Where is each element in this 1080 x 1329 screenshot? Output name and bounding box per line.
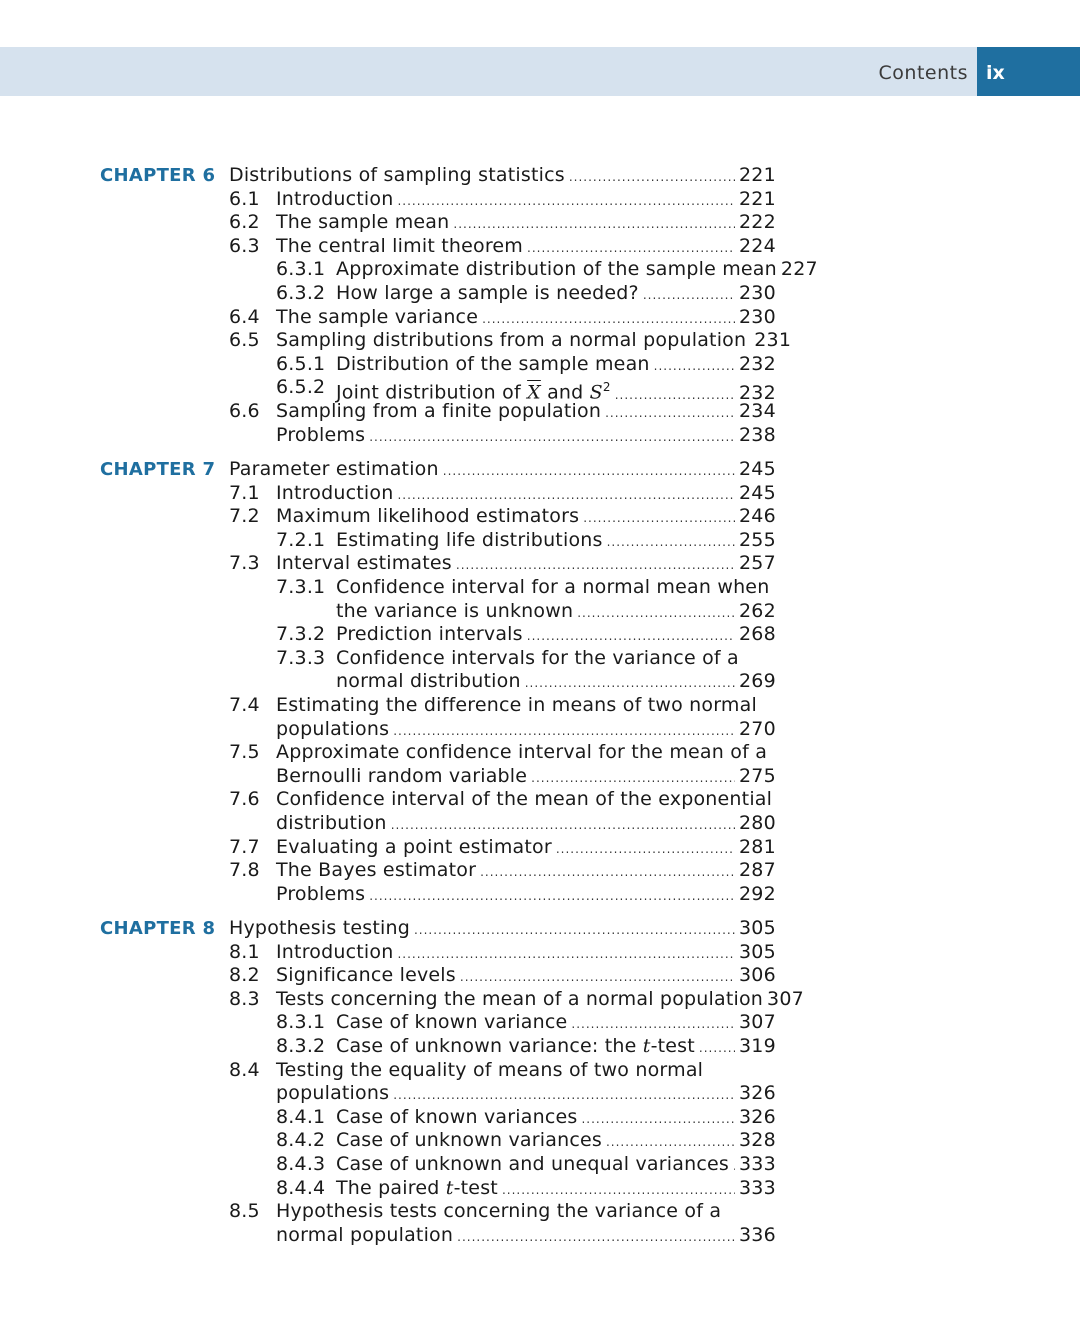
entry-title: Problems xyxy=(276,423,366,446)
entry-number: 8.3.1 xyxy=(276,1011,326,1034)
entry-title-line1: Confidence interval of the mean of the exponential xyxy=(276,788,773,811)
entry-title: Evaluating a point estimator xyxy=(276,835,552,858)
dot-leader xyxy=(577,602,735,626)
entry-page: 221 xyxy=(739,164,776,186)
dot-leader xyxy=(393,1084,735,1108)
entry-page: 281 xyxy=(739,835,776,858)
entry-title: Case of known variance xyxy=(336,1011,568,1034)
entry-page: 257 xyxy=(739,552,776,575)
entry-number: 7.6 xyxy=(229,788,260,811)
entry-page: 230 xyxy=(739,282,776,304)
dot-leader xyxy=(606,1131,735,1155)
entry-title: Case of unknown variances xyxy=(336,1129,602,1152)
chapter-label: CHAPTER 8 xyxy=(100,918,216,939)
entry-page: 262 xyxy=(739,599,776,622)
entry-number: 8.4.3 xyxy=(276,1153,326,1175)
entry-page: 224 xyxy=(739,234,776,257)
t-symbol: t xyxy=(642,1035,651,1057)
entry-number: 6.1 xyxy=(229,187,260,210)
entry-title: Case of known variances xyxy=(336,1105,578,1128)
dot-leader xyxy=(480,861,735,885)
entry-title: Significance levels xyxy=(276,964,456,987)
entry-page: 222 xyxy=(739,211,776,234)
title-text: The paired xyxy=(336,1176,446,1199)
dot-leader xyxy=(502,1179,735,1203)
entry-number: 6.5.1 xyxy=(276,352,326,375)
entry-page: 305 xyxy=(739,940,776,963)
toc-entry[interactable] xyxy=(0,694,770,718)
toc-entry[interactable] xyxy=(0,835,776,860)
entry-title: How large a sample is needed? xyxy=(336,282,639,304)
entry-page: 231 xyxy=(754,329,792,352)
chapter-label: CHAPTER 7 xyxy=(100,459,216,480)
toc-entry[interactable] xyxy=(0,741,770,765)
dot-leader xyxy=(414,919,735,943)
dot-leader xyxy=(453,213,735,237)
entry-title: The Bayes estimator xyxy=(276,859,477,882)
entry-page: 275 xyxy=(739,764,776,787)
dot-leader xyxy=(607,531,735,555)
toc-entry-problems[interactable] xyxy=(0,882,776,907)
entry-number: 8.1 xyxy=(229,940,260,963)
entry-page: 326 xyxy=(739,1082,776,1105)
dot-leader xyxy=(654,355,735,379)
entry-number: 8.3.2 xyxy=(276,1035,326,1057)
title-text: Case of unknown variance: the xyxy=(336,1035,643,1057)
dot-leader xyxy=(569,166,735,190)
entry-title-line1: Confidence intervals for the variance of a xyxy=(336,646,739,669)
entry-number: 7.3.3 xyxy=(276,646,326,669)
toc-entry[interactable] xyxy=(0,329,792,353)
entry-page: 245 xyxy=(739,481,776,504)
entry-title: normal population xyxy=(276,1223,454,1246)
dot-leader xyxy=(527,237,735,261)
toc-entry[interactable] xyxy=(0,481,776,506)
entry-page: 221 xyxy=(739,187,776,210)
entry-number: 8.2 xyxy=(229,964,260,987)
entry-number: 6.2 xyxy=(229,211,260,234)
entry-number: 7.3.2 xyxy=(276,623,326,646)
entry-page: 238 xyxy=(739,423,776,446)
entry-page: 230 xyxy=(739,305,776,328)
entry-title-line1: Hypothesis tests concerning the variance of a xyxy=(276,1200,722,1223)
toc-entry-continuation[interactable] xyxy=(0,1082,776,1106)
entry-title: Sampling from a finite population xyxy=(276,400,602,422)
entry-number: 7.7 xyxy=(229,835,260,858)
entry-title: The central limit theorem xyxy=(276,234,524,257)
entry-title: Approximate distribution of the sample mean xyxy=(336,258,777,281)
dot-leader xyxy=(369,885,735,909)
entry-title: Parameter estimation xyxy=(229,458,439,480)
entry-page: 306 xyxy=(739,964,776,987)
toc-entry[interactable] xyxy=(0,505,776,529)
entry-title: Prediction intervals xyxy=(336,623,523,646)
dot-leader xyxy=(527,625,735,649)
toc-subentry[interactable] xyxy=(0,352,776,377)
toc-subentry[interactable] xyxy=(0,1129,776,1153)
toc-subentry[interactable] xyxy=(0,1105,776,1130)
entry-title-line1: Testing the equality of means of two normal xyxy=(276,1058,704,1081)
entry-page: 319 xyxy=(739,1035,776,1057)
entry-page: 305 xyxy=(739,917,776,939)
entry-number: 6.3.1 xyxy=(276,258,326,281)
exponent: 2 xyxy=(602,380,611,395)
dot-leader xyxy=(391,814,735,838)
toc-subentry[interactable] xyxy=(0,1011,776,1035)
entry-number: 7.1 xyxy=(229,481,260,504)
dot-leader xyxy=(699,1037,735,1061)
entry-number: 8.5 xyxy=(229,1200,260,1223)
toc-subentry[interactable] xyxy=(0,647,770,671)
entry-title-line1: Estimating the difference in means of two normal xyxy=(276,694,757,716)
entry-page: 268 xyxy=(739,623,776,646)
entry-title: populations xyxy=(276,717,390,740)
title-text: -test xyxy=(650,1035,695,1057)
dot-leader xyxy=(456,554,735,578)
dot-leader xyxy=(397,943,735,967)
toc-entry[interactable] xyxy=(0,964,776,988)
toc-subentry[interactable] xyxy=(0,258,818,282)
entry-title xyxy=(336,1177,498,1201)
toc-entry[interactable] xyxy=(0,552,776,576)
entry-title: The sample mean xyxy=(276,211,450,234)
entry-number: 6.6 xyxy=(229,400,260,422)
entry-number: 7.3 xyxy=(229,552,260,575)
entry-title: Introduction xyxy=(276,940,394,963)
toc-entry-continuation[interactable] xyxy=(0,1223,776,1248)
entry-title: Introduction xyxy=(276,187,394,210)
chapter-label: CHAPTER 6 xyxy=(100,165,216,186)
toc-entry[interactable] xyxy=(0,1059,770,1083)
entry-title: Hypothesis testing xyxy=(229,917,410,939)
entry-page: 333 xyxy=(739,1153,776,1175)
dot-leader xyxy=(443,460,735,484)
t-symbol: t xyxy=(445,1176,454,1199)
entry-page: 326 xyxy=(739,1105,776,1128)
entry-number: 7.4 xyxy=(229,694,260,716)
dot-leader xyxy=(369,426,735,450)
entry-title: Interval estimates xyxy=(276,552,452,575)
dot-leader xyxy=(397,484,735,508)
entry-page: 269 xyxy=(739,670,776,693)
toc-entry[interactable] xyxy=(0,1200,770,1224)
dot-leader xyxy=(393,720,735,744)
dot-leader xyxy=(531,767,735,791)
title-text: Joint distribution of xyxy=(336,381,528,404)
entry-title: Problems xyxy=(276,882,366,905)
toc-chapter-entry[interactable] xyxy=(229,917,776,941)
entry-page: 280 xyxy=(739,812,776,834)
toc-entry[interactable] xyxy=(0,400,776,424)
entry-title: Bernoulli random variable xyxy=(276,764,528,787)
entry-number: 7.8 xyxy=(229,859,260,882)
entry-title: Introduction xyxy=(276,481,394,504)
entry-page: 270 xyxy=(739,717,776,740)
entry-title: Distributions of sampling statistics xyxy=(229,164,565,186)
entry-page: 255 xyxy=(739,528,776,551)
running-header xyxy=(0,47,1080,96)
x-bar-symbol: $\overline{X}$ xyxy=(527,381,541,404)
title-text: -test xyxy=(453,1176,498,1199)
entry-title: Sampling distributions from a normal population xyxy=(276,329,747,352)
entry-title: Estimating life distributions xyxy=(336,528,603,551)
entry-title-line1: Approximate confidence interval for the mean of a xyxy=(276,741,768,764)
entry-title xyxy=(336,1035,695,1059)
entry-number: 6.5 xyxy=(229,329,260,352)
page-number: ix xyxy=(977,47,1080,96)
entry-number: 6.3.2 xyxy=(276,282,326,304)
toc-entry[interactable] xyxy=(0,859,776,883)
entry-number: 7.5 xyxy=(229,741,260,764)
entry-title: Maximum likelihood estimators xyxy=(276,505,580,528)
toc-chapter-entry[interactable] xyxy=(229,458,776,482)
entry-number: 8.3 xyxy=(229,987,260,1010)
entry-title: normal distribution xyxy=(336,670,521,693)
entry-title: distribution xyxy=(276,812,387,834)
entry-page: 287 xyxy=(739,859,776,882)
dot-leader xyxy=(583,507,735,531)
entry-number: 7.2 xyxy=(229,505,260,528)
title-text: and xyxy=(540,381,590,404)
toc-subentry[interactable] xyxy=(0,528,776,553)
s-symbol: S xyxy=(589,381,603,404)
entry-title: Distribution of the sample mean xyxy=(336,352,650,375)
entry-number: 6.4 xyxy=(229,305,260,328)
entry-number: 7.3.1 xyxy=(276,576,326,598)
entry-title-line1: Confidence interval for a normal mean when xyxy=(336,576,770,598)
entry-page: 292 xyxy=(739,882,776,905)
entry-page: 232 xyxy=(739,352,776,375)
toc-entry[interactable] xyxy=(0,788,773,812)
entry-page: 227 xyxy=(780,258,818,281)
entry-page: 307 xyxy=(767,987,804,1010)
toc-entry-continuation[interactable] xyxy=(0,812,776,836)
entry-page: 245 xyxy=(739,458,776,480)
toc-entry-problems[interactable] xyxy=(0,423,776,448)
toc-subentry[interactable] xyxy=(0,376,776,404)
dot-leader xyxy=(581,1108,735,1132)
entry-page: 234 xyxy=(739,400,776,422)
entry-title: Case of unknown and unequal variances xyxy=(336,1153,729,1175)
toc-entry[interactable] xyxy=(0,987,804,1012)
entry-page: 232 xyxy=(739,381,776,404)
toc-subentry[interactable] xyxy=(0,623,776,647)
toc-chapter-entry[interactable] xyxy=(229,164,776,188)
toc-subentry[interactable] xyxy=(0,576,770,600)
toc-subentry[interactable] xyxy=(0,1153,776,1177)
entry-page: 336 xyxy=(739,1223,776,1246)
entry-title: the variance is unknown xyxy=(336,599,574,622)
entry-page: 328 xyxy=(739,1129,776,1152)
entry-title: The sample variance xyxy=(276,305,479,328)
entry-number: 7.2.1 xyxy=(276,528,326,551)
dot-leader xyxy=(482,308,735,332)
toc-entry[interactable] xyxy=(0,211,776,235)
entry-number: 8.4.4 xyxy=(276,1176,326,1199)
toc-entry[interactable] xyxy=(0,234,776,259)
toc-subentry-continuation[interactable] xyxy=(0,670,776,694)
dot-leader xyxy=(457,1226,735,1250)
dot-leader xyxy=(605,402,735,426)
dot-leader xyxy=(556,838,735,862)
toc-entry[interactable] xyxy=(0,940,776,965)
dot-leader xyxy=(525,672,735,696)
dot-leader xyxy=(733,1155,735,1179)
toc-subentry[interactable] xyxy=(0,1176,776,1201)
entry-number: 8.4.1 xyxy=(276,1105,326,1128)
entry-page: 333 xyxy=(739,1176,776,1199)
entry-number: 6.3 xyxy=(229,234,260,257)
running-header-title: Contents xyxy=(878,62,968,84)
toc-subentry-continuation[interactable] xyxy=(0,599,776,624)
toc-subentry[interactable] xyxy=(0,282,776,306)
toc-entry-continuation[interactable] xyxy=(0,764,776,789)
entry-number: 8.4.2 xyxy=(276,1129,326,1152)
dot-leader xyxy=(397,190,735,214)
entry-title: populations xyxy=(276,1082,390,1105)
entry-number: 8.4 xyxy=(229,1058,260,1081)
toc-entry-continuation[interactable] xyxy=(0,717,776,742)
entry-page: 246 xyxy=(739,505,776,528)
dot-leader xyxy=(643,284,735,308)
toc-entry[interactable] xyxy=(0,305,776,330)
toc-entry[interactable] xyxy=(0,187,776,212)
dot-leader xyxy=(460,966,735,990)
dot-leader xyxy=(571,1013,735,1037)
entry-page: 307 xyxy=(739,1011,776,1034)
entry-number: 6.5.2 xyxy=(276,376,326,399)
entry-title: Tests concerning the mean of a normal population xyxy=(276,987,764,1010)
toc-subentry[interactable] xyxy=(0,1035,776,1059)
